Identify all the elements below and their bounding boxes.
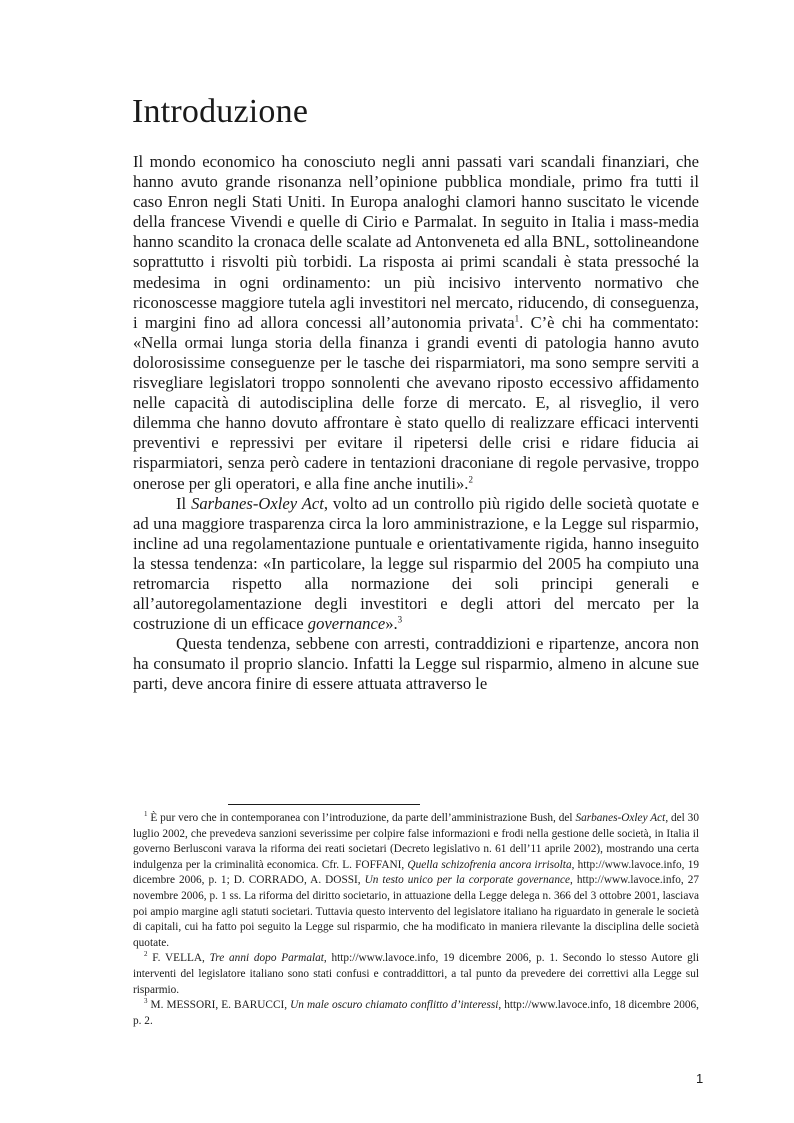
footnote-1-text-e: , http://www.lavoce.info, 19 dicembre 2006, p. 1; D. CORRADO, A. DOSSI, bbox=[133, 858, 699, 887]
footnote-3-number: 3 bbox=[144, 997, 148, 1006]
paragraph-1-text-a: Il mondo economico ha conosciuto negli anni passati vari scandali finanziari, che hanno avuto grande risonanza nell’opinione pubblica mondiale, primo fra tutti il caso Enron negli Stati Uniti. In Europa analoghi clamori hanno suscitato le vicende della francese Vivendi e quelle di Cirio e Parmalat. In seguito in Italia i mass-media hanno scandito la cronaca delle scalate ad Antonveneta ed alla BNL, sottolineandone soprattutto i risvolti più torbidi. La risposta ai primi scandali è stata pressoché la medesima in ogni ordinamento: un più incisivo intervento normativo che riconoscesse maggiore tutela agli investitori nel mercato, riducendo, di conseguenza, i margini fino ad allora concessi all’autonomia privata bbox=[133, 152, 699, 332]
page-number: 1 bbox=[696, 1071, 704, 1086]
governance-term: governance bbox=[307, 614, 386, 634]
footnote-3-text-c: , http://www.lavoce.info, 18 dicembre 2006, p. 2. bbox=[133, 999, 699, 1027]
paragraph-2 bbox=[133, 494, 699, 635]
footnote-1-text-c: , del 30 luglio 2002, che prevedeva sanzioni severissime per colpire false informazioni e frodi nella gestione delle società, in Italia il governo Berlusconi varava la riforma dei reati societari (Decreto legislativo n. 61 dell’11 aprile 2002), mostrando una certa indulgenza per la criminalità economica. Cfr. L. FOFFANI, bbox=[133, 812, 699, 871]
paragraph-1 bbox=[133, 152, 699, 494]
footnote-1-text-a: È pur vero che in contemporanea con l’introduzione, da parte dell’amministrazione Bush, del bbox=[147, 812, 576, 824]
footnote-2 bbox=[133, 951, 699, 998]
paragraph-2-text-b: , volto ad un controllo più rigido delle società quotate e ad una maggiore trasparenza circa la loro amministrazione, e la Legge sul risparmio, incline ad una regolamentazione puntuale e orientativamente rigida, hanno inseguito la stessa tendenza: «In particolare, la legge sul risparmio del 2005 ha compiuto una retromarcia rispetto alla normazione dei soli principi generali e all’autoregolamentazione degli investitori e degli attori del mercato per la costruzione di un efficace bbox=[133, 493, 699, 634]
footnote-ref-2[interactable]: 2 bbox=[468, 473, 473, 484]
sarbanes-oxley-act-term: Sarbanes-Oxley Act bbox=[191, 493, 324, 513]
footnotes bbox=[133, 811, 699, 1029]
footnote-1-italic-d: Quella schizofrenia ancora irrisolta bbox=[407, 858, 572, 871]
footnote-2-text-a: F. VELLA, bbox=[147, 952, 210, 965]
footnote-2-number: 2 bbox=[144, 950, 148, 959]
footnote-1-italic-f: Un testo unico per la corporate governance bbox=[364, 874, 570, 887]
footnote-3-italic-b: Un male oscuro chiamato conflitto d’interessi bbox=[290, 999, 499, 1012]
paragraph-3: Questa tendenza, sebbene con arresti, contraddizioni e ripartenze, ancora non ha consumato il proprio slancio. Infatti la Legge sul risparmio, almeno in alcune sue parti, deve ancora finire di essere attuata attraverso le bbox=[133, 634, 699, 694]
footnote-1 bbox=[133, 811, 699, 951]
footnote-2-text-c: , http://www.lavoce.info, 19 dicembre 2006, p. 1. Secondo lo stesso Autore gli interventi del legislatore italiano sono stati confusi e contraddittori, a tal punto da prevedere dei correttivi alla Legge sul risparmio. bbox=[133, 952, 699, 996]
footnote-separator bbox=[228, 804, 420, 805]
paragraph-2-text-a: Il bbox=[176, 493, 192, 513]
footnote-3 bbox=[133, 998, 699, 1029]
footnote-ref-1[interactable]: 1 bbox=[514, 313, 520, 324]
footnote-3-text-a: M. MESSORI, E. BARUCCI, bbox=[147, 999, 291, 1012]
footnote-1-text-g: , http://www.lavoce.info, 27 novembre 2006, p. 1 ss. La riforma del diritto societario, in attuazione della Legge delega n. 366 del 3 ottobre 2001, lasciava poi ampio margine agli statuti societari. Tuttavia questo intervento del legislatore italiano ha riguardato in generale le società di capitali, cui ha fatto poi seguito la Legge sul risparmio, che ha modificato in maniera rilevante la disciplina delle società quotate. bbox=[133, 874, 700, 949]
footnote-2-italic-b: Tre anni dopo Parmalat bbox=[209, 952, 324, 965]
paragraph-1-text-b: . C’è chi ha commentato: «Nella ormai lunga storia della finanza i grandi eventi di patologia hanno avuto dolorosissime conseguenze per le tasche dei risparmiatori, ma sono sempre serviti a risvegliare legislatori troppo sonnolenti che avevano riposto eccessivo affidamento nelle capacità di autodisciplina delle forze di mercato. E, al risveglio, il vero dilemma che hanno dovuto affrontare è stato quello di realizzare efficaci interventi preventivi e repressivi per evitare il ripetersi delle crisi e ridare fiducia ai risparmiatori, senza però cadere in tentazioni draconiane di regole pervasive, troppo onerose per gli operatori, e alla fine anche inutili». bbox=[133, 312, 699, 493]
footnote-1-number: 1 bbox=[144, 810, 148, 819]
footnote-1-italic-b: Sarbanes-Oxley Act bbox=[575, 812, 666, 824]
chapter-title: Introduzione bbox=[132, 93, 309, 130]
footnote-ref-3[interactable]: 3 bbox=[397, 614, 403, 625]
paragraph-2-text-c: ». bbox=[385, 614, 398, 634]
body-text bbox=[133, 152, 699, 695]
